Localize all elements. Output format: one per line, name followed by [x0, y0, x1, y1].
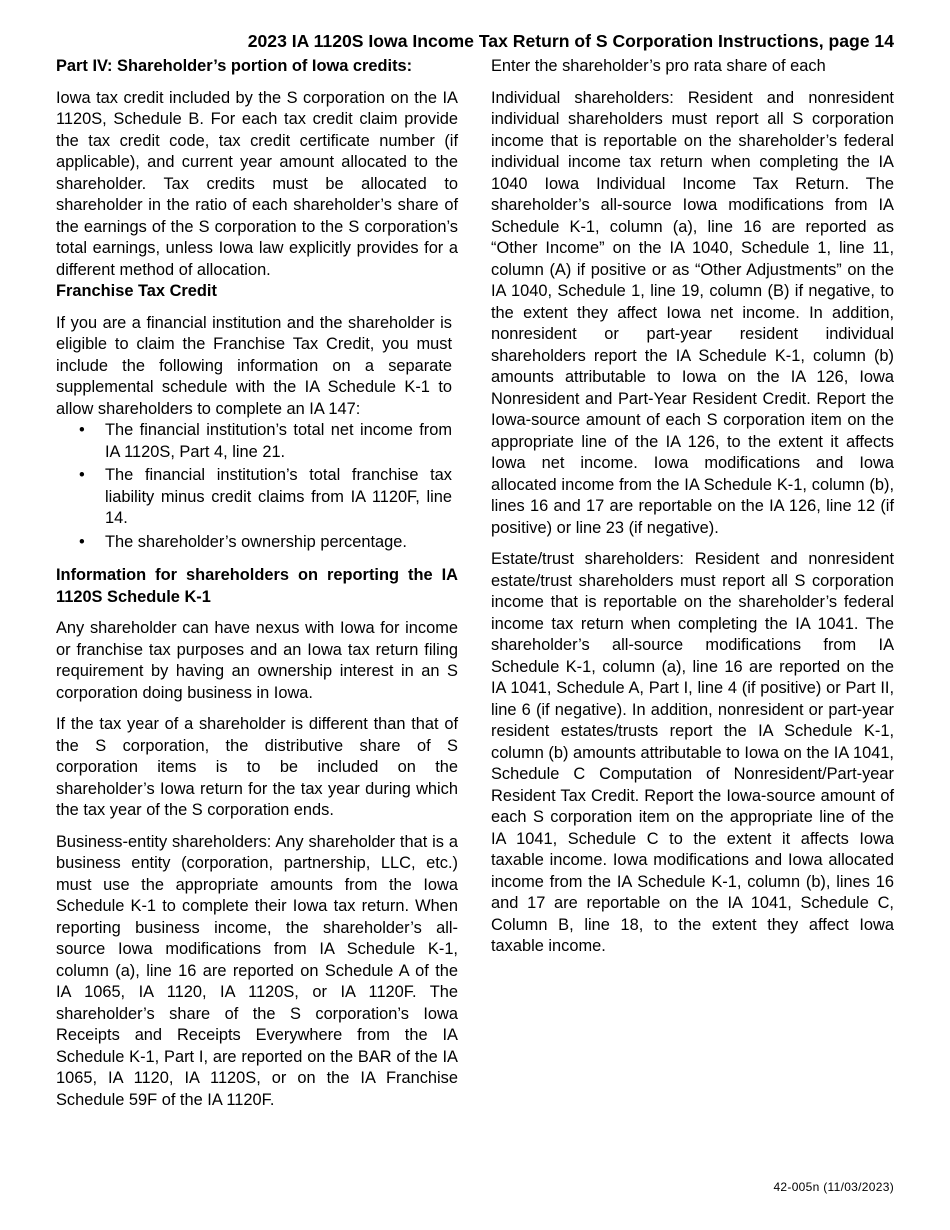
list-item: • The financial institution’s total franchise tax liability minus credit claims from IA 1120F, line 14.	[105, 465, 452, 530]
shareholder-info-heading: Information for shareholders on reporting the IA 1120S Schedule K-1	[56, 566, 458, 606]
left-column	[56, 56, 458, 1121]
individual-shareholders-paragraph: Individual shareholders: Resident and nonresident individual shareholders must report all S corporation income that is reportable on the shareholder’s federal individual income tax return when completing the IA 1040 Iowa Individual Income Tax Return. The shareholder’s all-source Iowa modifications from IA Schedule K-1, column (a), line 16 are reported as “Other Income” on the IA 1040, Schedule 1, line 11, column (A) if positive or as “Other Adjustments” on the IA 1040, Schedule 1, line 19, column (B) if negative, to the extent they affect Iowa net income. In addition, nonresident or part-year resident individual shareholders report the IA Schedule K-1, column (b) amounts attributable to Iowa on the IA 126, Iowa Nonresident and Part-Year Resident Credit. Report the Iowa-source amount of each S corporation item on the appropriate line of the IA 126, to the extent it affects Iowa net income. Iowa modifications and Iowa allocated income from the IA Schedule K-1, column (b), lines 16 and 17 are reportable on the IA 126, line 12 (if positive) or line 23 (if negative).	[491, 88, 894, 537]
part-iv-paragraph: Iowa tax credit included by the S corporation on the IA 1120S, Schedule B. For each tax credit claim provide the tax credit code, tax credit certificate number (if applicable), and current year amount allocated to the shareholder. Tax credits must be allocated to shareholder in the ratio of each shareholder’s share of the earnings of the S corporation to the S corporation’s total earnings, unless Iowa law explicitly provides for a different method of allocation.	[56, 88, 458, 279]
part-iv-heading: Part IV: Shareholder’s portion of Iowa credits:	[56, 57, 413, 75]
list-item: • The shareholder’s ownership percentage.	[105, 532, 452, 554]
franchise-bullet-list	[56, 420, 458, 553]
page-title: 2023 IA 1120S Iowa Income Tax Return of S Corporation Instructions, page 14	[247, 31, 894, 51]
form-number: 42-005n (11/03/2023)	[773, 1180, 894, 1194]
pro-rata-intro: Enter the shareholder’s pro rata share of each	[491, 57, 826, 75]
nexus-paragraph: Any shareholder can have nexus with Iowa for income or franchise tax purposes and an Iowa tax return filing requirement by having an ownership interest in an S corporation doing business in Iowa.	[56, 619, 458, 702]
estate-trust-shareholders-paragraph: Estate/trust shareholders: Resident and nonresident estate/trust shareholders must report all S corporation income that is reportable on the shareholder’s federal income tax return when completing the IA 1041. The shareholder’s all-source modifications from IA Schedule K-1, column (a), line 16 are reported on the IA 1041, Schedule A, Part I, line 4 (if positive) or Part II, line 6 (if negative). In addition, nonresident or part-year resident estates/trusts report the IA Schedule K-1, column (b) amounts attributable to Iowa on the IA 1041, Schedule C Computation of Nonresident/Part-year Resident Tax Credit. Report the Iowa-source amount of each S corporation item on the appropriate line of the IA 1041, Schedule C to the extent it affects Iowa taxable income. Iowa modifications and Iowa allocated income from the IA Schedule K-1, column (b), lines 16 and 17 are reportable on the IA 1041, Schedule C, Column B, line 18, to the extent they affect Iowa taxable income.	[491, 550, 894, 955]
business-entity-paragraph: Business-entity shareholders: Any shareholder that is a business entity (corporation, partnership, LLC, etc.) must use the appropriate amounts from the Iowa Schedule K-1 to complete their Iowa tax return. When reporting business income, the shareholder’s all-source Iowa modifications from IA Schedule K-1, column (a), line 16 are reported on Schedule A of the IA 1065, IA 1120, IA 1120S, or IA 1120F. The shareholder’s share of the S corporation’s Iowa Receipts and Receipts Everywhere from the IA Schedule K-1, Part I, are reported on the BAR of the IA 1065, IA 1120, IA 1120S, or on the IA Franchise Schedule 59F of the IA 1120F.	[56, 832, 458, 1109]
tax-year-paragraph: If the tax year of a shareholder is different than that of the S corporation, the distributive share of S corporation items is to be included on the shareholder’s Iowa return for the tax year during which the tax year of the S corporation ends.	[56, 715, 458, 819]
franchise-tax-credit-heading: Franchise Tax Credit	[56, 282, 217, 300]
right-column	[491, 56, 894, 968]
franchise-tax-credit-paragraph: If you are a financial institution and the shareholder is eligible to claim the Franchise Tax Credit, you must include the following information on a separate supplemental schedule with the IA Schedule K-1 to allow shareholders to complete an IA 147:	[56, 313, 452, 418]
list-item: • The financial institution’s total net income from IA 1120S, Part 4, line 21.	[105, 420, 452, 463]
